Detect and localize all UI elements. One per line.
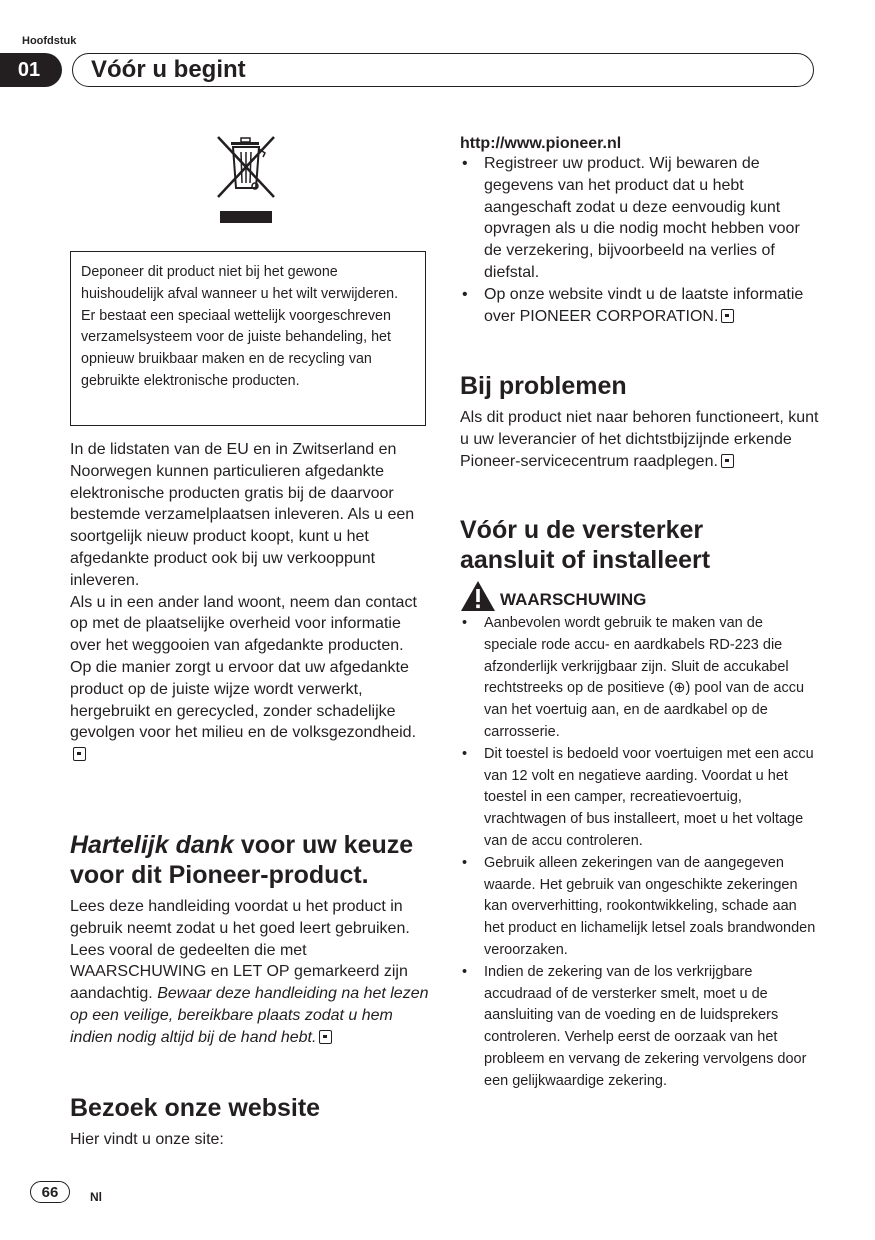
disposal-notice-box	[70, 251, 426, 426]
list-item	[460, 853, 820, 962]
problems-paragraph	[460, 407, 820, 472]
website-heading: Bezoek onze website	[70, 1094, 321, 1122]
thanks-text-a: Lees deze handleiding voordat u het product in gebruik neemt zodat u het goed leert gebruiken. Lees vooral de gedeelten die met	[70, 898, 410, 959]
list-item	[460, 744, 820, 853]
list-item	[460, 613, 820, 744]
crossed-out-wheelie-bin-icon	[214, 133, 278, 230]
eu-paragraph-3-text: Op die manier zorgt u ervoor dat uw afgedankte product op de juiste wijze wordt verwerkt, hergebruikt en gerecycled, zonder schadelijke gevolgen voor het milieu en de volksgezondheid.	[70, 658, 417, 742]
website-paragraph: Hier vindt u onze site:	[70, 1131, 224, 1148]
eu-disposal-section	[70, 439, 430, 766]
problems-heading: Bij problemen	[460, 372, 627, 400]
warning-bullet-text: Dit toestel is bedoeld voor voertuigen met een accu van 12 volt en negatieve aarding. Voordat u het toestel in een camper, recreatievoertuig, vrachtwagen of bus installeert, moet u het voltage van de accu controleren.	[484, 745, 814, 849]
thanks-text-b: en	[206, 963, 233, 981]
list-item	[460, 962, 820, 1093]
eu-paragraph-2: Als u in een ander land woont, neem dan contact op met de plaatselijke overheid voor informatie over het weggooien van afgedankte producten.	[70, 593, 417, 655]
chapter-number: 01	[0, 53, 62, 87]
install-heading: Vóór u de versterker aansluit of installeert	[460, 516, 711, 574]
end-mark-icon	[73, 747, 86, 761]
list-item	[460, 153, 820, 284]
thanks-paragraph	[70, 896, 430, 1049]
warning-header	[460, 580, 820, 612]
thanks-heading-rest: voor uw keuze voor dit Pioneer-product.	[70, 831, 414, 889]
end-mark-icon	[721, 454, 734, 468]
language-code: Nl	[90, 1190, 102, 1204]
end-mark-icon	[721, 309, 734, 323]
warning-triangle-icon	[460, 580, 496, 612]
eu-paragraph-3	[70, 657, 430, 766]
warning-bullet-text: Aanbevolen wordt gebruik te maken van de speciale rode accu- en aardkabels RD-223 die afzonderlijk verkrijgbaar zijn. Sluit de accukabel rechtstreeks op de positieve (⊕) pool van de accu van het voertuig aan, en de aardkabel op de carrosserie.	[484, 615, 805, 740]
problems-text: Als dit product niet naar behoren functioneert, kunt u uw leverancier of het dichtstbijzijnde erkende Pioneer-servicecentrum raadplegen.	[460, 409, 819, 470]
thanks-text-italic: Bewaar deze handleiding na het lezen op een veilige, bereikbare plaats zodat u hem indien nodig altijd bij de hand hebt.	[70, 985, 429, 1046]
list-item	[460, 284, 820, 328]
end-mark-icon	[319, 1030, 332, 1044]
eu-paragraph-1: In de lidstaten van de EU en in Zwitserland en Noorwegen kunnen particulieren afgedankte elektronische producten gratis bij de daarvoor bestemde verzamelplaatsen inleveren. Als u een soortgelijk nieuw product koopt, kunt u het afgedankte product ook bij uw verkooppunt inleveren.	[70, 441, 415, 589]
warning-bullet-text: Indien de zekering van de los verkrijgbare accudraad of de versterker smelt, moet u de aansluiting van de voeding en de luidsprekers controleren. Verhelp eerst de oorzaak van het probleem en vervang de zekering vervolgens door een gelijkwaardige zekering.	[484, 963, 807, 1089]
warning-bullets	[460, 613, 820, 1093]
page-number: 66	[30, 1181, 70, 1203]
thanks-warning-term: WAARSCHUWING	[70, 963, 207, 981]
warning-label: WAARSCHUWING	[500, 590, 647, 609]
disposal-notice-text: Deponeer dit product niet bij het gewone huishoudelijk afval wanneer u het wilt verwijderen. Er bestaat een speciaal wettelijk voorgeschreven verzamelsysteem voor de juiste behandeling, het opnieuw bruikbaar maken en de recycling van gebruikte elektronische producten.	[81, 264, 399, 389]
thanks-heading	[70, 830, 430, 890]
warning-bullet-text: Gebruik alleen zekeringen van de aangegeven waarde. Het gebruik van ongeschikte zekeringen kan oververhitting, rookontwikkeling, schade aan het product en lichamelijk letsel zoals brandwonden veroorzaken.	[484, 854, 816, 958]
url-bullet-text: Op onze website vindt u de laatste informatie over PIONEER CORPORATION.	[484, 285, 804, 325]
url-bullet-text: Registreer uw product. Wij bewaren de gegevens van het product dat u hebt aangeschaft zodat u deze eenvoudig kunt opvragen als u die nodig mocht hebben voor de verzekering, bijvoorbeeld na verlies of diefstal.	[484, 155, 800, 281]
thanks-heading-italic: Hartelijk dank	[70, 831, 234, 859]
thanks-caution-term: LET OP	[232, 963, 290, 981]
thanks-text-c: gemarkeerd zijn aandachtig.	[70, 963, 408, 1003]
url-bullets	[460, 153, 820, 327]
chapter-label: Hoofdstuk	[22, 35, 77, 47]
pioneer-url-link[interactable]: http://www.pioneer.nl	[460, 135, 622, 152]
chapter-title: Vóór u begint	[72, 53, 814, 87]
